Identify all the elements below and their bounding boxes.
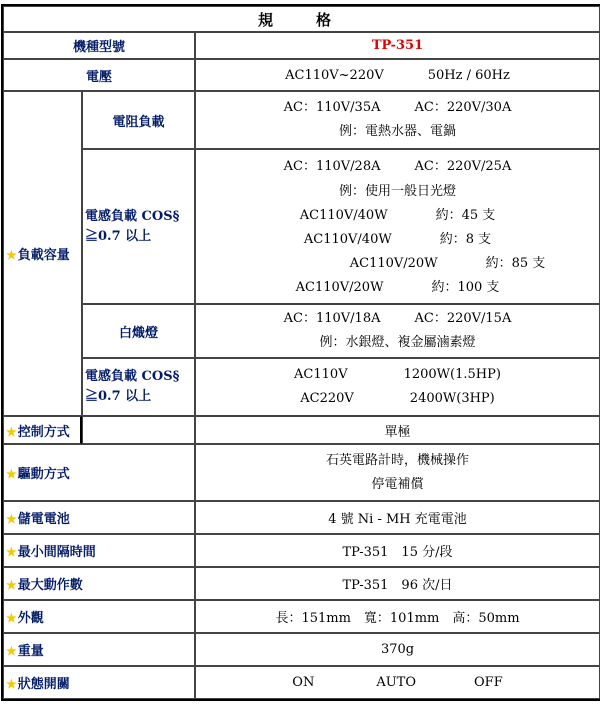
appearance-label: ★外觀 <box>3 600 195 633</box>
actions-label: ★最大動作數 <box>3 567 195 600</box>
star-icon: ★ <box>6 512 17 526</box>
battery-value: 4 號 Ni - MH 充電電池 <box>195 501 600 534</box>
row-actions <box>3 567 600 600</box>
inductive-label-2: 電感負載 COS§ ≧0.7 以上 <box>82 358 195 416</box>
resistive-label: 電阻負載 <box>82 91 195 149</box>
star-icon: ★ <box>6 545 17 559</box>
row-model <box>3 32 600 59</box>
status-off: OFF <box>474 675 503 690</box>
weight-label: ★重量 <box>3 633 195 666</box>
row-control <box>3 416 600 444</box>
appearance-value: 長：151mm 寬：101mm 高：50mm <box>195 600 600 633</box>
row-inductive-1 <box>3 149 600 304</box>
drive-label: ★驅動方式 <box>3 444 195 501</box>
star-icon: ★ <box>6 467 17 481</box>
voltage-frequency: 50Hz / 60Hz <box>427 67 510 83</box>
voltage-range: AC110V~220V <box>285 67 384 83</box>
status-label: ★狀態開關 <box>3 666 195 699</box>
voltage-value <box>195 59 600 91</box>
star-icon: ★ <box>6 248 17 262</box>
row-inductive-2 <box>3 358 600 416</box>
spec-table <box>1 4 600 701</box>
incandescent-label: 白熾燈 <box>82 304 195 358</box>
control-value: 單極 <box>195 416 600 444</box>
row-status <box>3 666 600 699</box>
table-title: 規 格 <box>3 6 600 32</box>
status-on: ON <box>292 675 315 690</box>
control-blank <box>82 416 195 444</box>
interval-label: ★最小間隔時間 <box>3 534 195 567</box>
inductive-label-1: 電感負載 COS§ ≧0.7 以上 <box>82 149 195 304</box>
actions-value: TP-351 96 次/日 <box>195 567 600 600</box>
row-resistive <box>3 91 600 149</box>
title-row <box>3 6 600 32</box>
star-icon: ★ <box>6 611 17 625</box>
control-label: ★控制方式 <box>3 416 82 444</box>
model-value: TP-351 <box>195 32 600 59</box>
row-battery <box>3 501 600 534</box>
load-capacity-label: ★負載容量 <box>3 91 82 416</box>
status-auto: AUTO <box>376 675 417 690</box>
weight-value: 370g <box>195 633 600 666</box>
row-voltage <box>3 59 600 91</box>
interval-value: TP-351 15 分/段 <box>195 534 600 567</box>
battery-label: ★儲電電池 <box>3 501 195 534</box>
row-appearance <box>3 600 600 633</box>
row-weight <box>3 633 600 666</box>
inductive-value-2: AC110V 1200W(1.5HP) AC220V 2400W(3HP) <box>195 358 600 416</box>
star-icon: ★ <box>6 644 17 658</box>
drive-value: 石英電路計時，機械操作 停電補償 <box>195 444 600 501</box>
row-interval <box>3 534 600 567</box>
model-label: 機種型號 <box>3 32 195 59</box>
status-value <box>195 666 600 699</box>
incandescent-value: AC：110V/18A AC：220V/15A 例：水銀燈、複金屬滷素燈 <box>195 304 600 358</box>
voltage-label: 電壓 <box>3 59 195 91</box>
star-icon: ★ <box>6 578 17 592</box>
star-icon: ★ <box>6 677 17 691</box>
row-incandescent <box>3 304 600 358</box>
resistive-value: AC：110V/35A AC：220V/30A 例：電熱水器、電鍋 <box>195 91 600 149</box>
inductive-value-1: AC：110V/28A AC：220V/25A 例：使用一般日光燈 AC110V/40W 約：45 支 AC110V/40W 約：8 支 AC110V/20W 約：85 支 AC110V/20W 約：100 支 <box>195 149 600 304</box>
star-icon: ★ <box>6 424 17 439</box>
row-drive <box>3 444 600 501</box>
